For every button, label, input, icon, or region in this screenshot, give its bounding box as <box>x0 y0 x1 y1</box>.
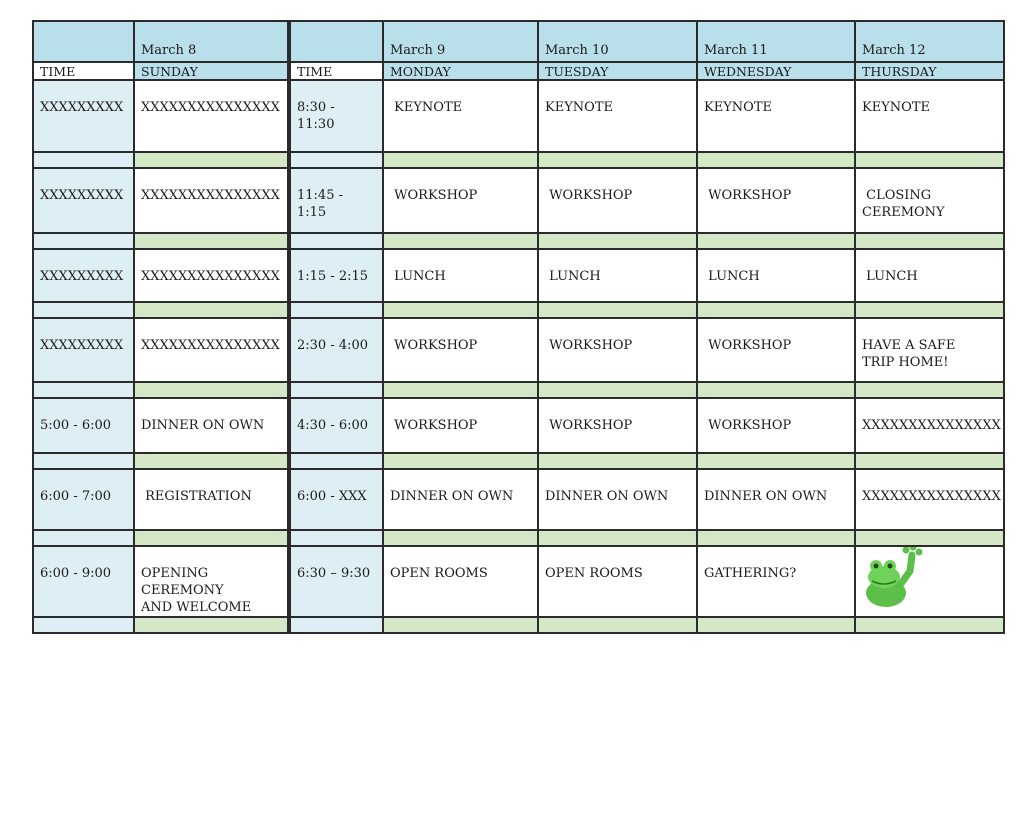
spacer-cell <box>289 617 383 633</box>
spacer-row <box>33 617 1004 633</box>
cell-text: KEYNOTE <box>545 100 613 115</box>
cell-text: CLOSING CEREMONY <box>862 188 945 220</box>
day-cell: MONDAY <box>383 62 538 80</box>
spacer-cell <box>289 453 383 469</box>
cell-text: WORKSHOP <box>390 338 478 353</box>
event-cell <box>383 80 538 152</box>
event-cell <box>383 469 538 530</box>
time-cell <box>289 80 383 152</box>
spacer-cell <box>697 530 855 546</box>
day-cell: THURSDAY <box>855 62 1004 80</box>
cell-text: WORKSHOP <box>545 418 633 433</box>
cell-text: KEYNOTE <box>390 100 463 115</box>
spacer-cell <box>855 382 1004 398</box>
event-cell <box>697 249 855 302</box>
time-cell <box>289 249 383 302</box>
event-cell <box>383 546 538 617</box>
spacer-cell <box>538 453 697 469</box>
spacer-cell <box>855 302 1004 318</box>
cell-text: OPENING CEREMONY AND WELCOME <box>141 566 252 615</box>
cell-text: 2:30 - 4:00 <box>297 338 369 353</box>
event-cell <box>383 168 538 233</box>
time-cell <box>289 398 383 453</box>
cell-text: XXXXXXXXXXXXXXX <box>141 100 280 115</box>
spacer-cell <box>697 453 855 469</box>
cell-text: DINNER ON OWN <box>704 489 828 504</box>
cell-text: LUNCH <box>704 269 760 284</box>
day-cell: WEDNESDAY <box>697 62 855 80</box>
date-cell: March 8 <box>134 21 289 62</box>
event-cell <box>697 80 855 152</box>
cell-text: XXXXXXXXXXXXXXX <box>141 269 280 284</box>
cell-text: OPEN ROOMS <box>545 566 643 581</box>
event-cell <box>855 398 1004 453</box>
cell-text: KEYNOTE <box>704 100 772 115</box>
time-cell <box>33 80 134 152</box>
event-cell <box>855 249 1004 302</box>
cell-text: 11:45 - 1:15 <box>297 188 348 220</box>
spacer-cell <box>383 233 538 249</box>
event-cell <box>538 168 697 233</box>
cell-text: XXXXXXXXX <box>40 269 124 284</box>
spacer-cell <box>383 152 538 168</box>
spacer-cell <box>538 530 697 546</box>
spacer-cell <box>33 617 134 633</box>
time-cell <box>33 546 134 617</box>
spacer-cell <box>383 453 538 469</box>
spacer-cell <box>538 302 697 318</box>
cell-text: DINNER ON OWN <box>141 418 265 433</box>
spacer-cell <box>134 617 289 633</box>
spacer-cell <box>383 530 538 546</box>
spacer-row <box>33 453 1004 469</box>
event-cell <box>855 318 1004 382</box>
cell-text: XXXXXXXXXXXXXXX <box>141 338 280 353</box>
spacer-cell <box>538 617 697 633</box>
day-cell: TUESDAY <box>538 62 697 80</box>
cell-text: WORKSHOP <box>704 188 792 203</box>
spacer-cell <box>134 453 289 469</box>
cell-text: XXXXXXXXX <box>40 100 124 115</box>
spacer-cell <box>538 382 697 398</box>
event-cell <box>383 249 538 302</box>
cell-text: REGISTRATION <box>141 489 252 504</box>
time-cell <box>289 168 383 233</box>
cell-text: XXXXXXXXX <box>40 188 124 203</box>
spacer-cell <box>697 233 855 249</box>
event-cell <box>134 80 289 152</box>
event-cell <box>538 546 697 617</box>
spacer-cell <box>134 302 289 318</box>
event-cell <box>383 398 538 453</box>
event-cell <box>134 168 289 233</box>
spacer-cell <box>33 152 134 168</box>
date-cell: March 12 <box>855 21 1004 62</box>
spacer-row <box>33 152 1004 168</box>
event-cell <box>697 168 855 233</box>
event-cell <box>697 469 855 530</box>
date-cell: March 9 <box>383 21 538 62</box>
schedule-row <box>33 469 1004 530</box>
spacer-cell <box>33 530 134 546</box>
spacer-cell <box>383 302 538 318</box>
cell-text: WORKSHOP <box>390 188 478 203</box>
waving-frog-icon <box>862 546 924 609</box>
time-cell <box>33 168 134 233</box>
cell-text: 6:00 - 7:00 <box>40 489 112 504</box>
cell-text: WORKSHOP <box>545 188 633 203</box>
spacer-cell <box>289 233 383 249</box>
time-cell <box>33 249 134 302</box>
spacer-cell <box>383 617 538 633</box>
day-cell: TIME <box>289 62 383 80</box>
spacer-cell <box>289 302 383 318</box>
schedule-row <box>33 398 1004 453</box>
time-cell <box>33 318 134 382</box>
time-cell <box>33 398 134 453</box>
cell-text: XXXXXXXXX <box>40 338 124 353</box>
spacer-cell <box>697 302 855 318</box>
cell-text: 5:00 - 6:00 <box>40 418 112 433</box>
schedule-table <box>32 20 1005 634</box>
spacer-cell <box>134 152 289 168</box>
spacer-cell <box>697 617 855 633</box>
event-cell <box>538 318 697 382</box>
cell-text: GATHERING? <box>704 566 797 581</box>
event-cell <box>855 80 1004 152</box>
spacer-cell <box>855 233 1004 249</box>
spacer-cell <box>538 152 697 168</box>
day-cell: SUNDAY <box>134 62 289 80</box>
schedule-row <box>33 168 1004 233</box>
spacer-row <box>33 382 1004 398</box>
event-cell <box>697 546 855 617</box>
cell-text: 4:30 - 6:00 <box>297 418 369 433</box>
spacer-cell <box>134 382 289 398</box>
cell-text: XXXXXXXXXXXXXXX <box>862 489 1001 504</box>
cell-text: WORKSHOP <box>704 338 792 353</box>
cell-text: XXXXXXXXXXXXXXX <box>141 188 280 203</box>
date-cell: March 10 <box>538 21 697 62</box>
date-header-row <box>33 21 1004 62</box>
cell-text: 6:00 - XXX <box>297 489 367 504</box>
event-cell <box>134 546 289 617</box>
spacer-cell <box>855 617 1004 633</box>
cell-text: LUNCH <box>862 269 918 284</box>
date-cell <box>33 21 134 62</box>
day-header-row <box>33 62 1004 80</box>
spacer-cell <box>289 530 383 546</box>
cell-text: 8:30 - 11:30 <box>297 100 339 132</box>
schedule-row <box>33 80 1004 152</box>
cell-text: LUNCH <box>390 269 446 284</box>
spacer-cell <box>134 233 289 249</box>
time-cell <box>289 318 383 382</box>
spacer-row <box>33 302 1004 318</box>
spacer-cell <box>33 453 134 469</box>
spacer-cell <box>33 302 134 318</box>
cell-text: WORKSHOP <box>390 418 478 433</box>
event-cell <box>134 469 289 530</box>
schedule-row <box>33 249 1004 302</box>
spacer-cell <box>538 233 697 249</box>
spacer-row <box>33 233 1004 249</box>
cell-text: DINNER ON OWN <box>390 489 514 504</box>
spacer-cell <box>697 152 855 168</box>
cell-text: LUNCH <box>545 269 601 284</box>
cell-text: 6:30 – 9:30 <box>297 566 371 581</box>
event-cell <box>538 249 697 302</box>
cell-text: KEYNOTE <box>862 100 930 115</box>
event-cell <box>697 398 855 453</box>
event-cell <box>697 318 855 382</box>
event-cell <box>134 249 289 302</box>
cell-text: DINNER ON OWN <box>545 489 669 504</box>
event-cell <box>383 318 538 382</box>
spacer-cell <box>33 382 134 398</box>
cell-text: WORKSHOP <box>704 418 792 433</box>
event-cell <box>538 469 697 530</box>
day-cell: TIME <box>33 62 134 80</box>
frog-cell <box>855 546 1004 617</box>
schedule-row <box>33 318 1004 382</box>
spacer-cell <box>289 382 383 398</box>
spacer-cell <box>33 233 134 249</box>
time-cell <box>33 469 134 530</box>
cell-text: WORKSHOP <box>545 338 633 353</box>
spacer-cell <box>855 152 1004 168</box>
event-cell <box>855 469 1004 530</box>
spacer-cell <box>289 152 383 168</box>
spacer-cell <box>383 382 538 398</box>
cell-text: OPEN ROOMS <box>390 566 488 581</box>
schedule-row <box>33 546 1004 617</box>
event-cell <box>538 80 697 152</box>
schedule-body <box>33 21 1004 633</box>
spacer-cell <box>134 530 289 546</box>
spacer-cell <box>855 530 1004 546</box>
date-cell <box>289 21 383 62</box>
spacer-row <box>33 530 1004 546</box>
cell-text: XXXXXXXXXXXXXXX <box>862 418 1001 433</box>
event-cell <box>134 398 289 453</box>
cell-text: 1:15 - 2:15 <box>297 269 369 284</box>
time-cell <box>289 469 383 530</box>
spacer-cell <box>855 453 1004 469</box>
date-cell: March 11 <box>697 21 855 62</box>
event-cell <box>855 168 1004 233</box>
time-cell <box>289 546 383 617</box>
cell-text: 6:00 - 9:00 <box>40 566 112 581</box>
event-cell <box>538 398 697 453</box>
spacer-cell <box>697 382 855 398</box>
cell-text: HAVE A SAFE TRIP HOME! <box>862 338 956 370</box>
event-cell <box>134 318 289 382</box>
